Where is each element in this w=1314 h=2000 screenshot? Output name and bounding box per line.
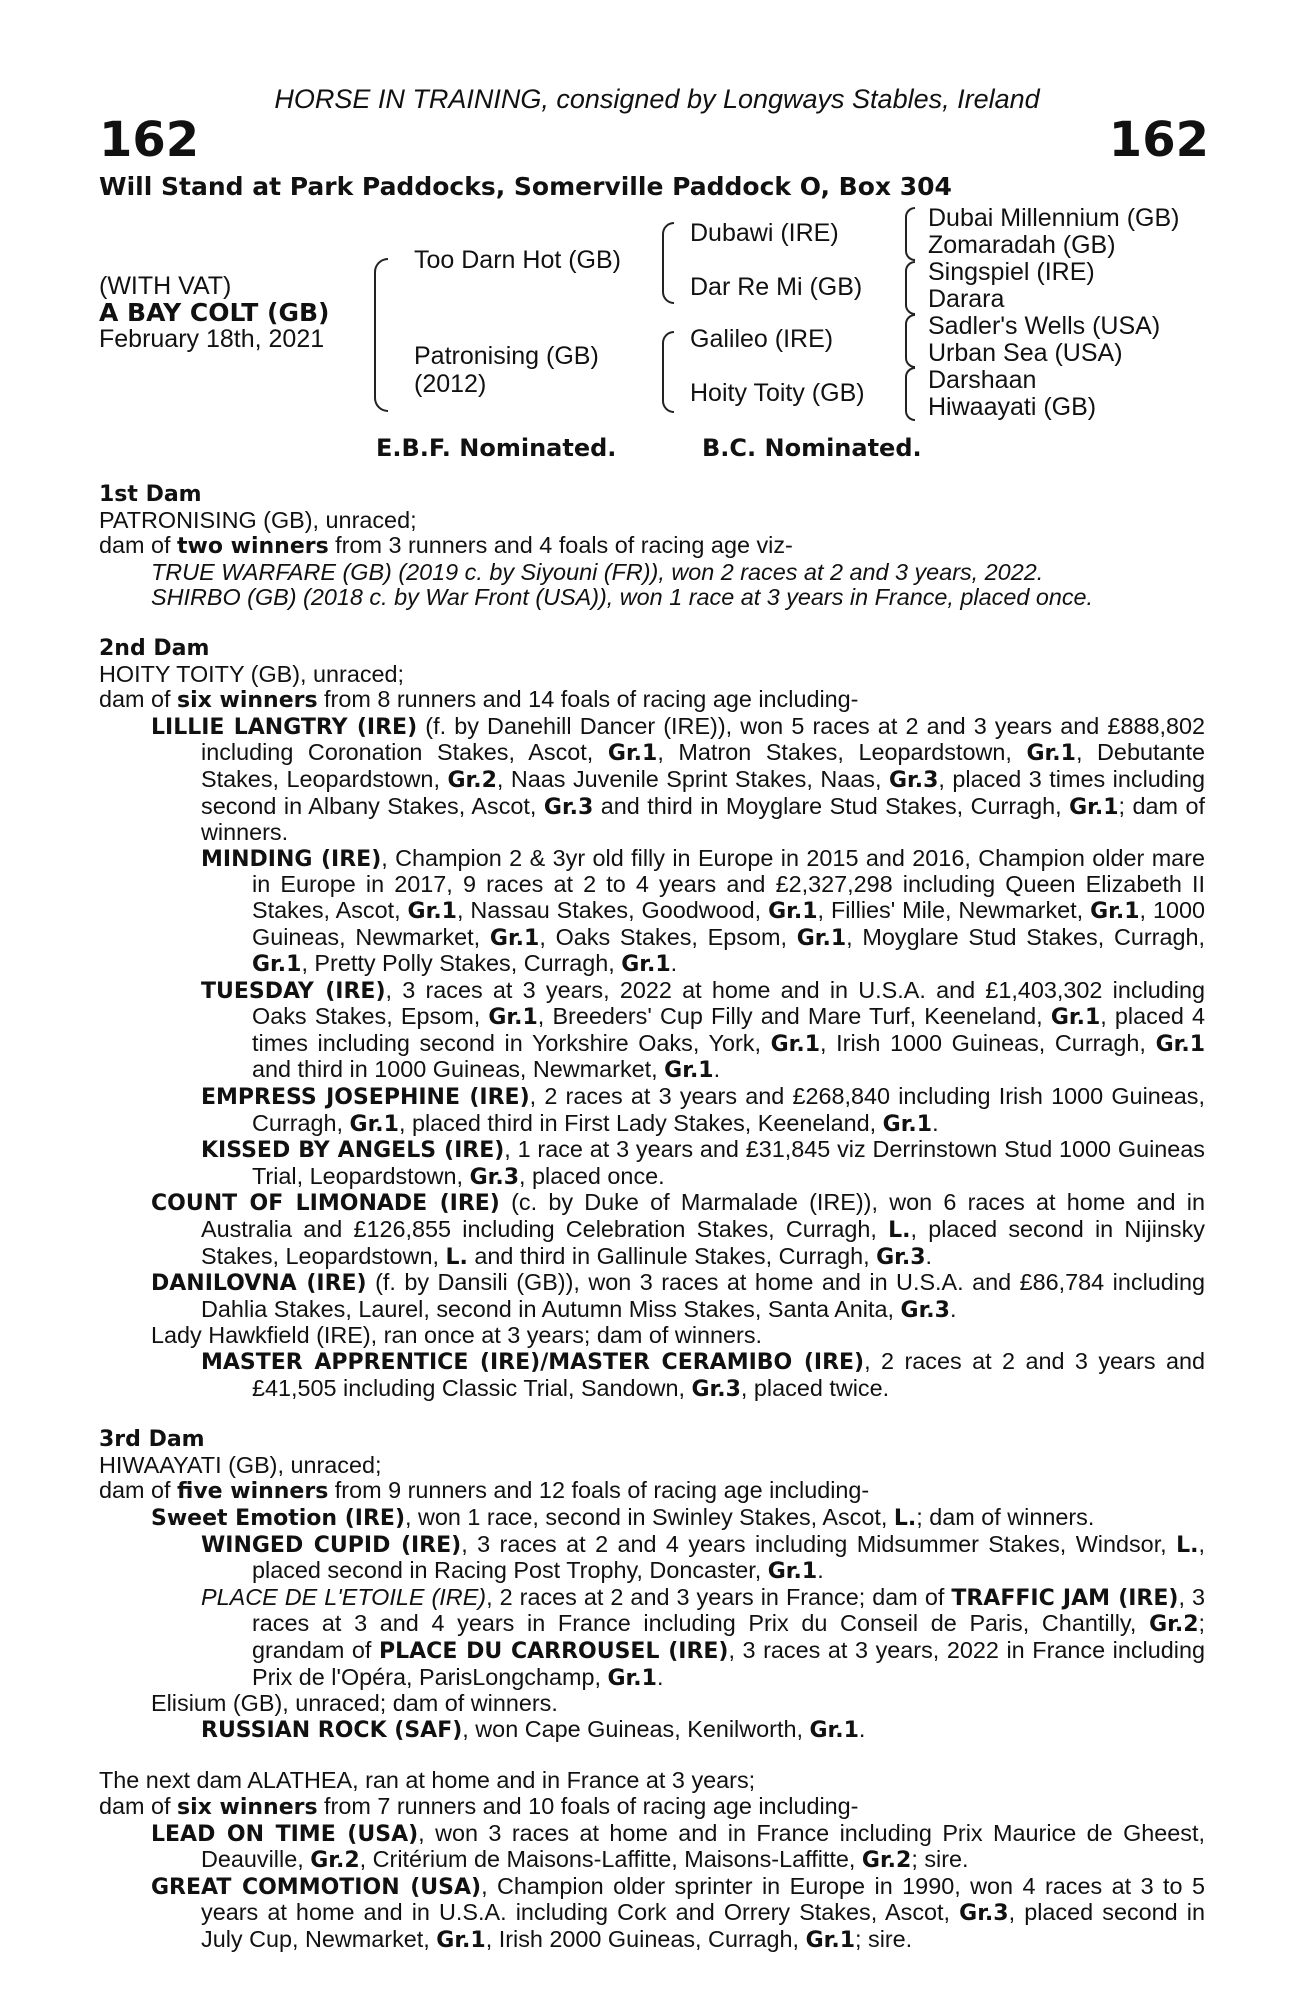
sire-dam-name: Dar Re Mi (GB) [690,273,863,301]
entry-lady-hawkfield: Lady Hawkfield (IRE), ran once at 3 years; dam of winners. [151,1322,763,1349]
offspring-true-warfare: TRUE WARFARE (GB) (2019 c. by Siyouni (FR)), won 2 races at 2 and 3 years, 2022. [151,558,1044,585]
subject-name: A BAY COLT (GB) [99,298,330,327]
gg-urban-sea: Urban Sea (USA) [928,339,1123,367]
second-dam-summary: dam of six winners from 8 runners and 14 foals of racing age including- [99,686,859,714]
pedigree-brace-g1 [905,207,915,261]
bc-nominated: B.C. Nominated. [702,434,922,462]
next-dam-line: The next dam ALATHEA, ran at home and in France at 3 years; [99,1767,756,1794]
first-dam-summary: dam of two winners from 3 runners and 4 foals of racing age viz- [99,532,793,560]
catalogue-body [99,482,1205,1953]
consignment-line: HORSE IN TRAINING, consigned by Longways Stables, Ireland [274,84,1040,114]
vat-note: (WITH VAT) [99,272,232,300]
entry-elisium: Elisium (GB), unraced; dam of winners. [151,1690,558,1717]
sire-sire-name: Dubawi (IRE) [690,219,839,247]
third-dam-section [99,1427,1205,1743]
pedigree-brace-sire [662,222,674,304]
gg-dubai-millennium: Dubai Millennium (GB) [928,204,1180,232]
dam-sire-name: Galileo (IRE) [690,325,834,353]
entry-minding: MINDING (IRE), Champion 2 & 3yr old filly in Europe in 2015 and 2016, Champion older mare in Europe in 2017, 9 races at 2 to 4 years and £2,327,298 including Queen Elizabeth II Stakes, Ascot, Gr.1, Nassau Stakes, Goodwood, Gr.1, Fillies' Mile, Newmarket, Gr.1, 1000 Guineas, Newmarket, Gr.1, Oaks Stakes, Epsom, Gr.1, Moyglare Stud Stakes, Curragh, Gr.1, Pretty Polly Stakes, Curragh, Gr.1. [201,844,1205,978]
next-dam-summary: dam of six winners from 7 runners and 10 foals of racing age including- [99,1792,859,1820]
entry-great-commotion: GREAT COMMOTION (USA), Champion older sprinter in Europe in 1990, won 4 races at 3 to 5 years at home and in U.S.A. including Cork and Orrery Stakes, Ascot, Gr.3, placed second in July Cup, Newmarket, Gr.1, Irish 2000 Guineas, Curragh, Gr.1; sire. [151,1872,1206,1953]
dam-year: (2012) [414,370,487,398]
gg-singspiel: Singspiel (IRE) [928,258,1095,286]
offspring-shirbo: SHIRBO (GB) (2018 c. by War Front (USA)), won 1 race at 3 years in France, placed once. [151,584,1094,611]
entry-lillie-langtry: LILLIE LANGTRY (IRE) (f. by Danehill Dancer (IRE)), won 5 races at 2 and 3 years and £888,802 including Coronation Stakes, Ascot, Gr.1, Matron Stakes, Leopardstown, Gr.1, Debutante Stakes, Leopardstown, Gr.2, Naas Juvenile Sprint Stakes, Naas, Gr.3, placed 3 times including second in Albany Stakes, Ascot, Gr.3 and third in Moyglare Stud Stakes, Curragh, Gr.1; dam of winners. [151,712,1206,846]
entry-winged-cupid: WINGED CUPID (IRE), 3 races at 2 and 4 years including Midsummer Stakes, Windsor, L., placed second in Racing Post Trophy, Doncaster, Gr.1. [201,1530,1205,1585]
gg-darara: Darara [928,285,1005,313]
pedigree-brace-dam [662,331,674,413]
pedigree-brace-g4 [905,367,915,421]
entry-master-apprentice: MASTER APPRENTICE (IRE)/MASTER CERAMIBO (IRE), 2 races at 2 and 3 years and £41,505 including Classic Trial, Sandown, Gr.3, placed twice. [201,1348,1205,1402]
gg-darshaan: Darshaan [928,366,1037,394]
second-dam-heading: 2nd Dam [99,635,210,661]
dam-dam-name: Hoity Toity (GB) [690,379,865,407]
entry-empress-josephine: EMPRESS JOSEPHINE (IRE), 2 races at 3 years and £268,840 including Irish 1000 Guineas, Curragh, Gr.1, placed third in First Lady Stakes, Keeneland, Gr.1. [201,1083,1205,1137]
foaling-date: February 18th, 2021 [99,325,325,353]
first-dam-heading: 1st Dam [99,482,202,507]
stand-location: Will Stand at Park Paddocks, Somerville Paddock O, Box 304 [99,172,952,201]
first-dam-section [99,482,1205,611]
dam-name: Patronising (GB) [414,342,599,370]
entry-kissed-by-angels: KISSED BY ANGELS (IRE), 1 race at 3 years and £31,845 viz Derrinstown Stud 1000 Guineas Trial, Leopardstown, Gr.3, placed once. [201,1136,1205,1190]
ebf-nominated: E.B.F. Nominated. [376,434,617,462]
pedigree-brace-g3 [905,314,915,368]
pedigree-brace-g2 [905,261,915,315]
entry-russian-rock: RUSSIAN ROCK (SAF), won Cape Guineas, Kenilworth, Gr.1. [201,1715,866,1743]
entry-sweet-emotion: Sweet Emotion (IRE), won 1 race, second in Swinley Stakes, Ascot, L.; dam of winners. [151,1503,1095,1531]
sire-name: Too Darn Hot (GB) [414,246,622,274]
next-dam-section [99,1768,1205,1953]
lot-number-left: 162 [99,112,200,168]
entry-lead-on-time: LEAD ON TIME (USA), won 3 races at home and in France including Prix Maurice de Gheest, Deauville, Gr.2, Critérium de Maisons-Laffitte, Maisons-Laffitte, Gr.2; sire. [151,1819,1205,1874]
third-dam-heading: 3rd Dam [99,1427,205,1453]
gg-hiwaayati: Hiwaayati (GB) [928,393,1097,421]
entry-count-of-limonade: COUNT OF LIMONADE (IRE) (c. by Duke of Marmalade (IRE)), won 6 races at home and in Australia and £126,855 including Celebration Stakes, Curragh, L., placed second in Nijinsky Stakes, Leopardstown, L. and third in Gallinule Stakes, Curragh, Gr.3. [151,1189,1205,1270]
lot-number-right: 162 [1108,112,1209,168]
third-dam-line: HIWAAYATI (GB), unraced; [99,1451,382,1478]
gg-sadlers-wells: Sadler's Wells (USA) [928,312,1161,340]
second-dam-section [99,636,1205,1402]
second-dam-line: HOITY TOITY (GB), unraced; [99,660,405,687]
entry-danilovna: DANILOVNA (IRE) (f. by Dansili (GB)), won 3 races at home and in U.S.A. and £86,784 including Dahlia Stakes, Laurel, second in Autumn Miss Stakes, Santa Anita, Gr.3. [151,1269,1205,1323]
pedigree-brace-main [374,258,388,412]
entry-place-de-letoile: PLACE DE L'ETOILE (IRE), 2 races at 2 and 3 years in France; dam of TRAFFIC JAM (IRE), 3 races at 3 and 4 years in France including Prix du Conseil de Paris, Chantilly, Gr.2; grandam of PLACE DU CARROUSEL (IRE), 3 races at 3 years, 2022 in France including Prix de l'Opéra, ParisLongchamp, Gr.1. [201,1583,1206,1691]
first-dam-line: PATRONISING (GB), unraced; [99,506,417,533]
entry-tuesday: TUESDAY (IRE), 3 races at 3 years, 2022 at home and in U.S.A. and £1,403,302 including Oaks Stakes, Epsom, Gr.1, Breeders' Cup Filly and Mare Turf, Keeneland, Gr.1, placed 4 times including second in Yorkshire Oaks, York, Gr.1, Irish 1000 Guineas, Curragh, Gr.1 and third in 1000 Guineas, Newmarket, Gr.1. [201,976,1205,1084]
third-dam-summary: dam of five winners from 9 runners and 12 foals of racing age including- [99,1477,870,1505]
gg-zomaradah: Zomaradah (GB) [928,231,1116,259]
